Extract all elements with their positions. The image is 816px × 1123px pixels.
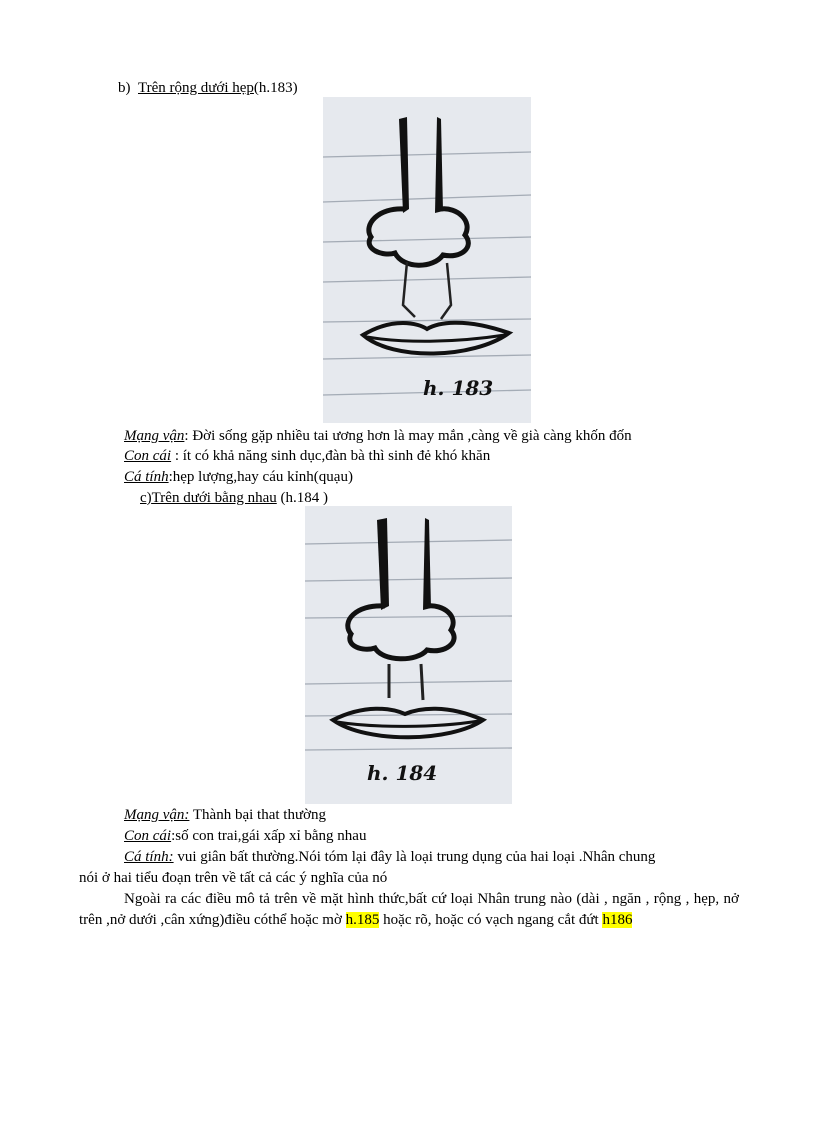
detail-b-fate-label: Mạng vận — [124, 428, 185, 444]
detail-c-character-label: Cá tính: — [124, 849, 174, 865]
detail-c-children-label: Con cái — [124, 828, 172, 844]
detail-c-character-text: vui giân bất thường.Nói tóm lại đây là loại trung dụng của hai loại .Nhân chung — [173, 849, 656, 865]
detail-c-children — [124, 827, 366, 845]
section-c-heading — [140, 489, 328, 507]
section-b-heading — [118, 79, 298, 97]
section-b-marker: b) — [118, 80, 131, 96]
closing-text-before: Ngoài ra các điều mô tả trên về mặt hình thức,bất cứ loại Nhân trung nào (dài , ngăn , rộng , hẹp, nở trên ,nở dưới ,cân xứng)điều cóthể hoặc mờ — [79, 891, 739, 928]
highlight-h185: h.185 — [345, 911, 380, 928]
figure-183 — [323, 97, 531, 423]
continuation-line: nói ở hai tiểu đoạn trên về tất cả các ý nghĩa của nó — [79, 870, 388, 886]
section-b-ref: (h.183) — [253, 80, 298, 96]
section-b-title: Trên rộng dưới hẹp — [138, 80, 254, 96]
section-c-title: Trên dưới bằng nhau — [151, 490, 277, 506]
detail-b-children — [124, 447, 490, 465]
figure-184 — [305, 506, 512, 804]
detail-c-children-text: :số con trai,gái xấp xỉ bằng nhau — [171, 828, 367, 844]
section-c-marker: c) — [140, 490, 152, 506]
detail-b-character-label: Cá tính — [124, 469, 169, 485]
detail-c-character — [124, 848, 655, 866]
figure-183-caption: h. 183 — [423, 376, 494, 400]
detail-b-fate — [124, 427, 632, 445]
detail-b-children-label: Con cái — [124, 448, 172, 464]
detail-c-fate-text: Thành bại that thường — [189, 807, 327, 823]
section-c-ref: (h.184 ) — [276, 490, 328, 506]
detail-b-character-text: :hẹp lượng,hay cáu kỉnh(quạu) — [168, 469, 353, 485]
detail-b-fate-text: : Đời sống gặp nhiều tai ương hơn là may mắn ,càng về già càng khốn đốn — [184, 428, 632, 444]
detail-c-fate — [124, 806, 326, 824]
detail-b-children-text: : ít có khả năng sinh dục,đàn bà thì sinh đẻ khó khăn — [171, 448, 491, 464]
nose-mouth-illustration-icon — [305, 506, 512, 804]
highlight-h186: h186 — [602, 911, 633, 928]
closing-paragraph — [79, 889, 739, 930]
detail-c-fate-label: Mạng vận: — [124, 807, 190, 823]
nose-mouth-illustration-icon — [323, 97, 531, 423]
detail-b-character — [124, 468, 353, 486]
figure-184-caption: h. 184 — [367, 761, 438, 785]
closing-text-middle: hoặc rõ, hoặc có vạch ngang cắt đứt — [379, 911, 603, 928]
